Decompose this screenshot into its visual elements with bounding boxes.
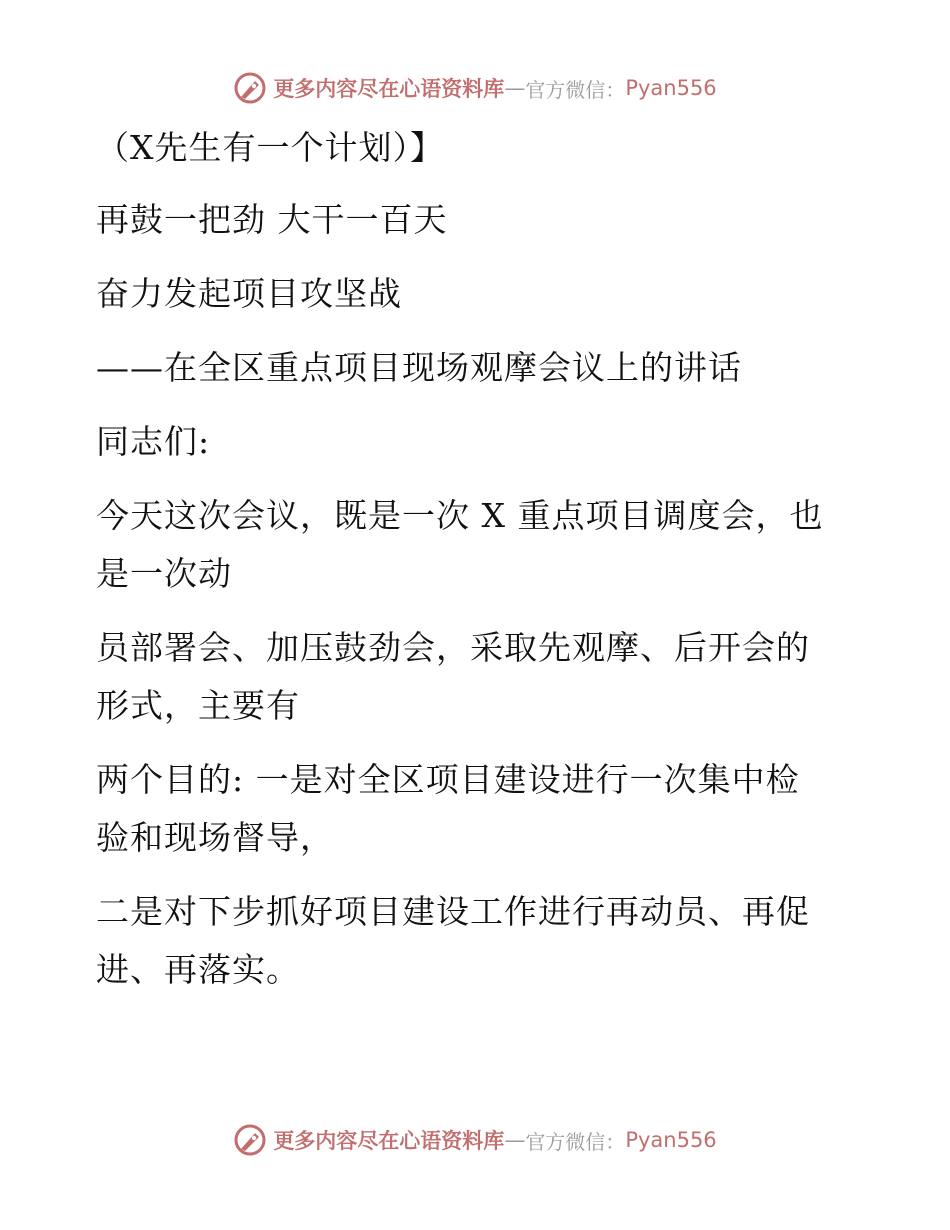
doc-line: 进、再落实。 xyxy=(96,950,300,989)
watermark-main-text: 更多内容尽在心语资料库 xyxy=(273,1129,505,1153)
doc-line: 同志们: xyxy=(96,422,211,461)
pen-nib-logo-icon xyxy=(233,1123,267,1157)
footer-watermark xyxy=(0,1120,950,1160)
watermark-wechat-label: 官方微信： xyxy=(525,1129,626,1154)
doc-line: （X先生有一个计划）】 xyxy=(96,128,444,167)
pen-nib-logo-icon xyxy=(233,71,267,105)
watermark-wechat-label: 官方微信： xyxy=(525,77,626,102)
doc-line: 员部署会、加压鼓劲会，采取先观摩、后开会的 xyxy=(96,628,810,667)
doc-line: ——在全区重点项目现场观摩会议上的讲话 xyxy=(96,348,742,387)
doc-line: 再鼓一把劲 大干一百天 xyxy=(96,200,448,239)
header-watermark xyxy=(0,68,950,108)
watermark-wechat-id: Pyan556 xyxy=(625,1128,717,1152)
doc-line: 二是对下步抓好项目建设工作进行再动员、再促 xyxy=(96,892,810,931)
doc-line: 验和现场督导， xyxy=(96,818,334,857)
watermark-wechat-id: Pyan556 xyxy=(625,76,717,100)
watermark-dash: — xyxy=(504,76,526,100)
doc-line: 是一次动 xyxy=(96,554,232,593)
watermark-dash: — xyxy=(504,1128,526,1152)
doc-line: 今天这次会议，既是一次 X 重点项目调度会，也 xyxy=(96,496,824,535)
doc-line: 两个目的: 一是对全区项目建设进行一次集中检 xyxy=(96,760,800,799)
doc-line: 奋力发起项目攻坚战 xyxy=(96,274,402,313)
watermark-main-text: 更多内容尽在心语资料库 xyxy=(273,77,505,101)
doc-line: 形式，主要有 xyxy=(96,686,300,725)
